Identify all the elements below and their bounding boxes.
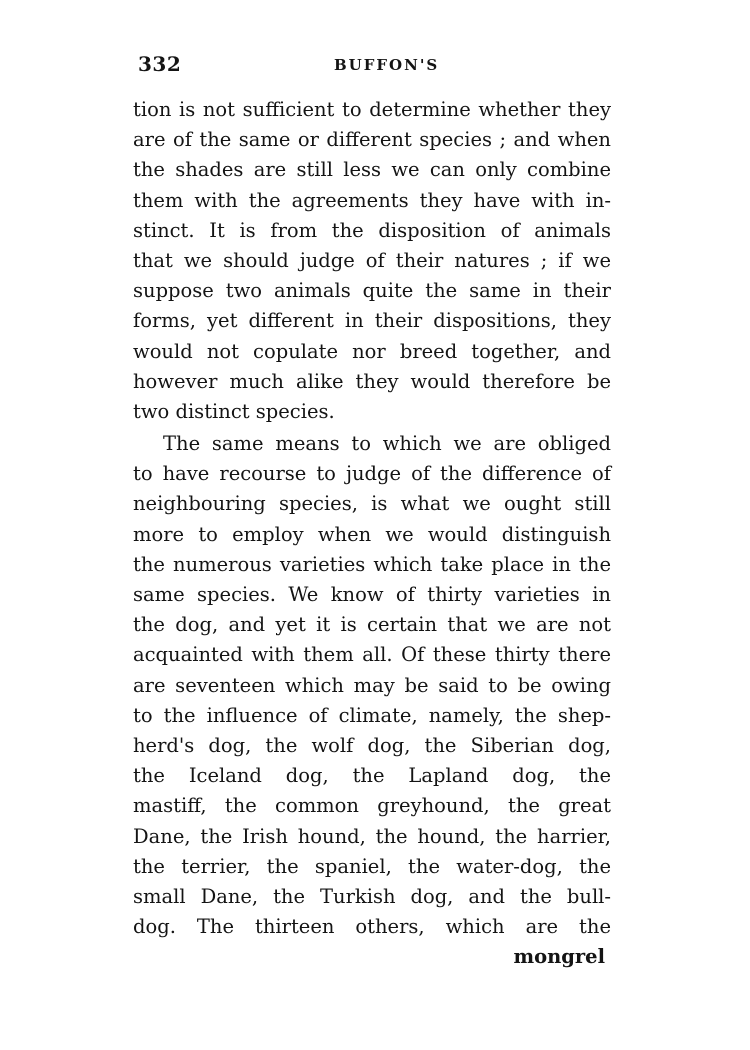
text-line: acquainted with them all. Of these thirty there xyxy=(133,643,611,667)
text-line: two distinct species. xyxy=(133,399,335,423)
running-head xyxy=(138,52,613,82)
running-title: BUFFON'S xyxy=(334,56,440,74)
text-line: tion is not sufficient to determine whether they xyxy=(133,98,611,121)
text-line: mastiff, the common greyhound, the great xyxy=(133,794,611,818)
text-line: neighbouring species, is what we ought still xyxy=(133,492,611,516)
text-line: are of the same or different species ; and when xyxy=(133,128,611,152)
text-line: herd's dog, the wolf dog, the Siberian dog, xyxy=(133,733,611,757)
text-line: more to employ when we would distinguish xyxy=(133,522,611,546)
text-line: that we should judge of their natures ; if we xyxy=(133,248,611,272)
text-line: suppose two animals quite the same in their xyxy=(133,279,611,303)
text-line: forms, yet different in their dispositions, they xyxy=(133,309,611,333)
page-number: 332 xyxy=(138,52,182,76)
text-line: them with the agreements they have with in- xyxy=(133,188,611,212)
body-text xyxy=(133,95,611,972)
text-line: small Dane, the Turkish dog, and the bull- xyxy=(133,884,611,908)
text-line: the numerous varieties which take place in the xyxy=(133,552,611,576)
text-line: to the influence of climate, namely, the shep- xyxy=(133,703,611,727)
text-line: stinct. It is from the disposition of animals xyxy=(133,218,611,242)
paragraph-1 xyxy=(133,95,611,427)
text-line: the shades are still less we can only combine xyxy=(133,158,611,182)
text-line: same species. We know of thirty varieties in xyxy=(133,583,611,606)
text-line: would not copulate nor breed together, and xyxy=(133,339,611,363)
text-line: the terrier, the spaniel, the water-dog, the xyxy=(133,854,611,878)
text-line: dog. The thirteen others, which are the xyxy=(133,915,611,939)
text-line: to have recourse to judge of the difference of xyxy=(133,462,611,486)
catchword: mongrel xyxy=(513,945,605,969)
paragraph-2 xyxy=(133,429,611,942)
text-line: the Iceland dog, the Lapland dog, the xyxy=(133,764,611,788)
text-line: the dog, and yet it is certain that we are not xyxy=(133,613,611,637)
text-line: however much alike they would therefore be xyxy=(133,369,611,393)
text-line: Dane, the Irish hound, the hound, the harrier, xyxy=(133,824,611,848)
text-line: The same means to which we are obliged xyxy=(163,432,611,456)
text-line: are seventeen which may be said to be owing xyxy=(133,673,611,697)
